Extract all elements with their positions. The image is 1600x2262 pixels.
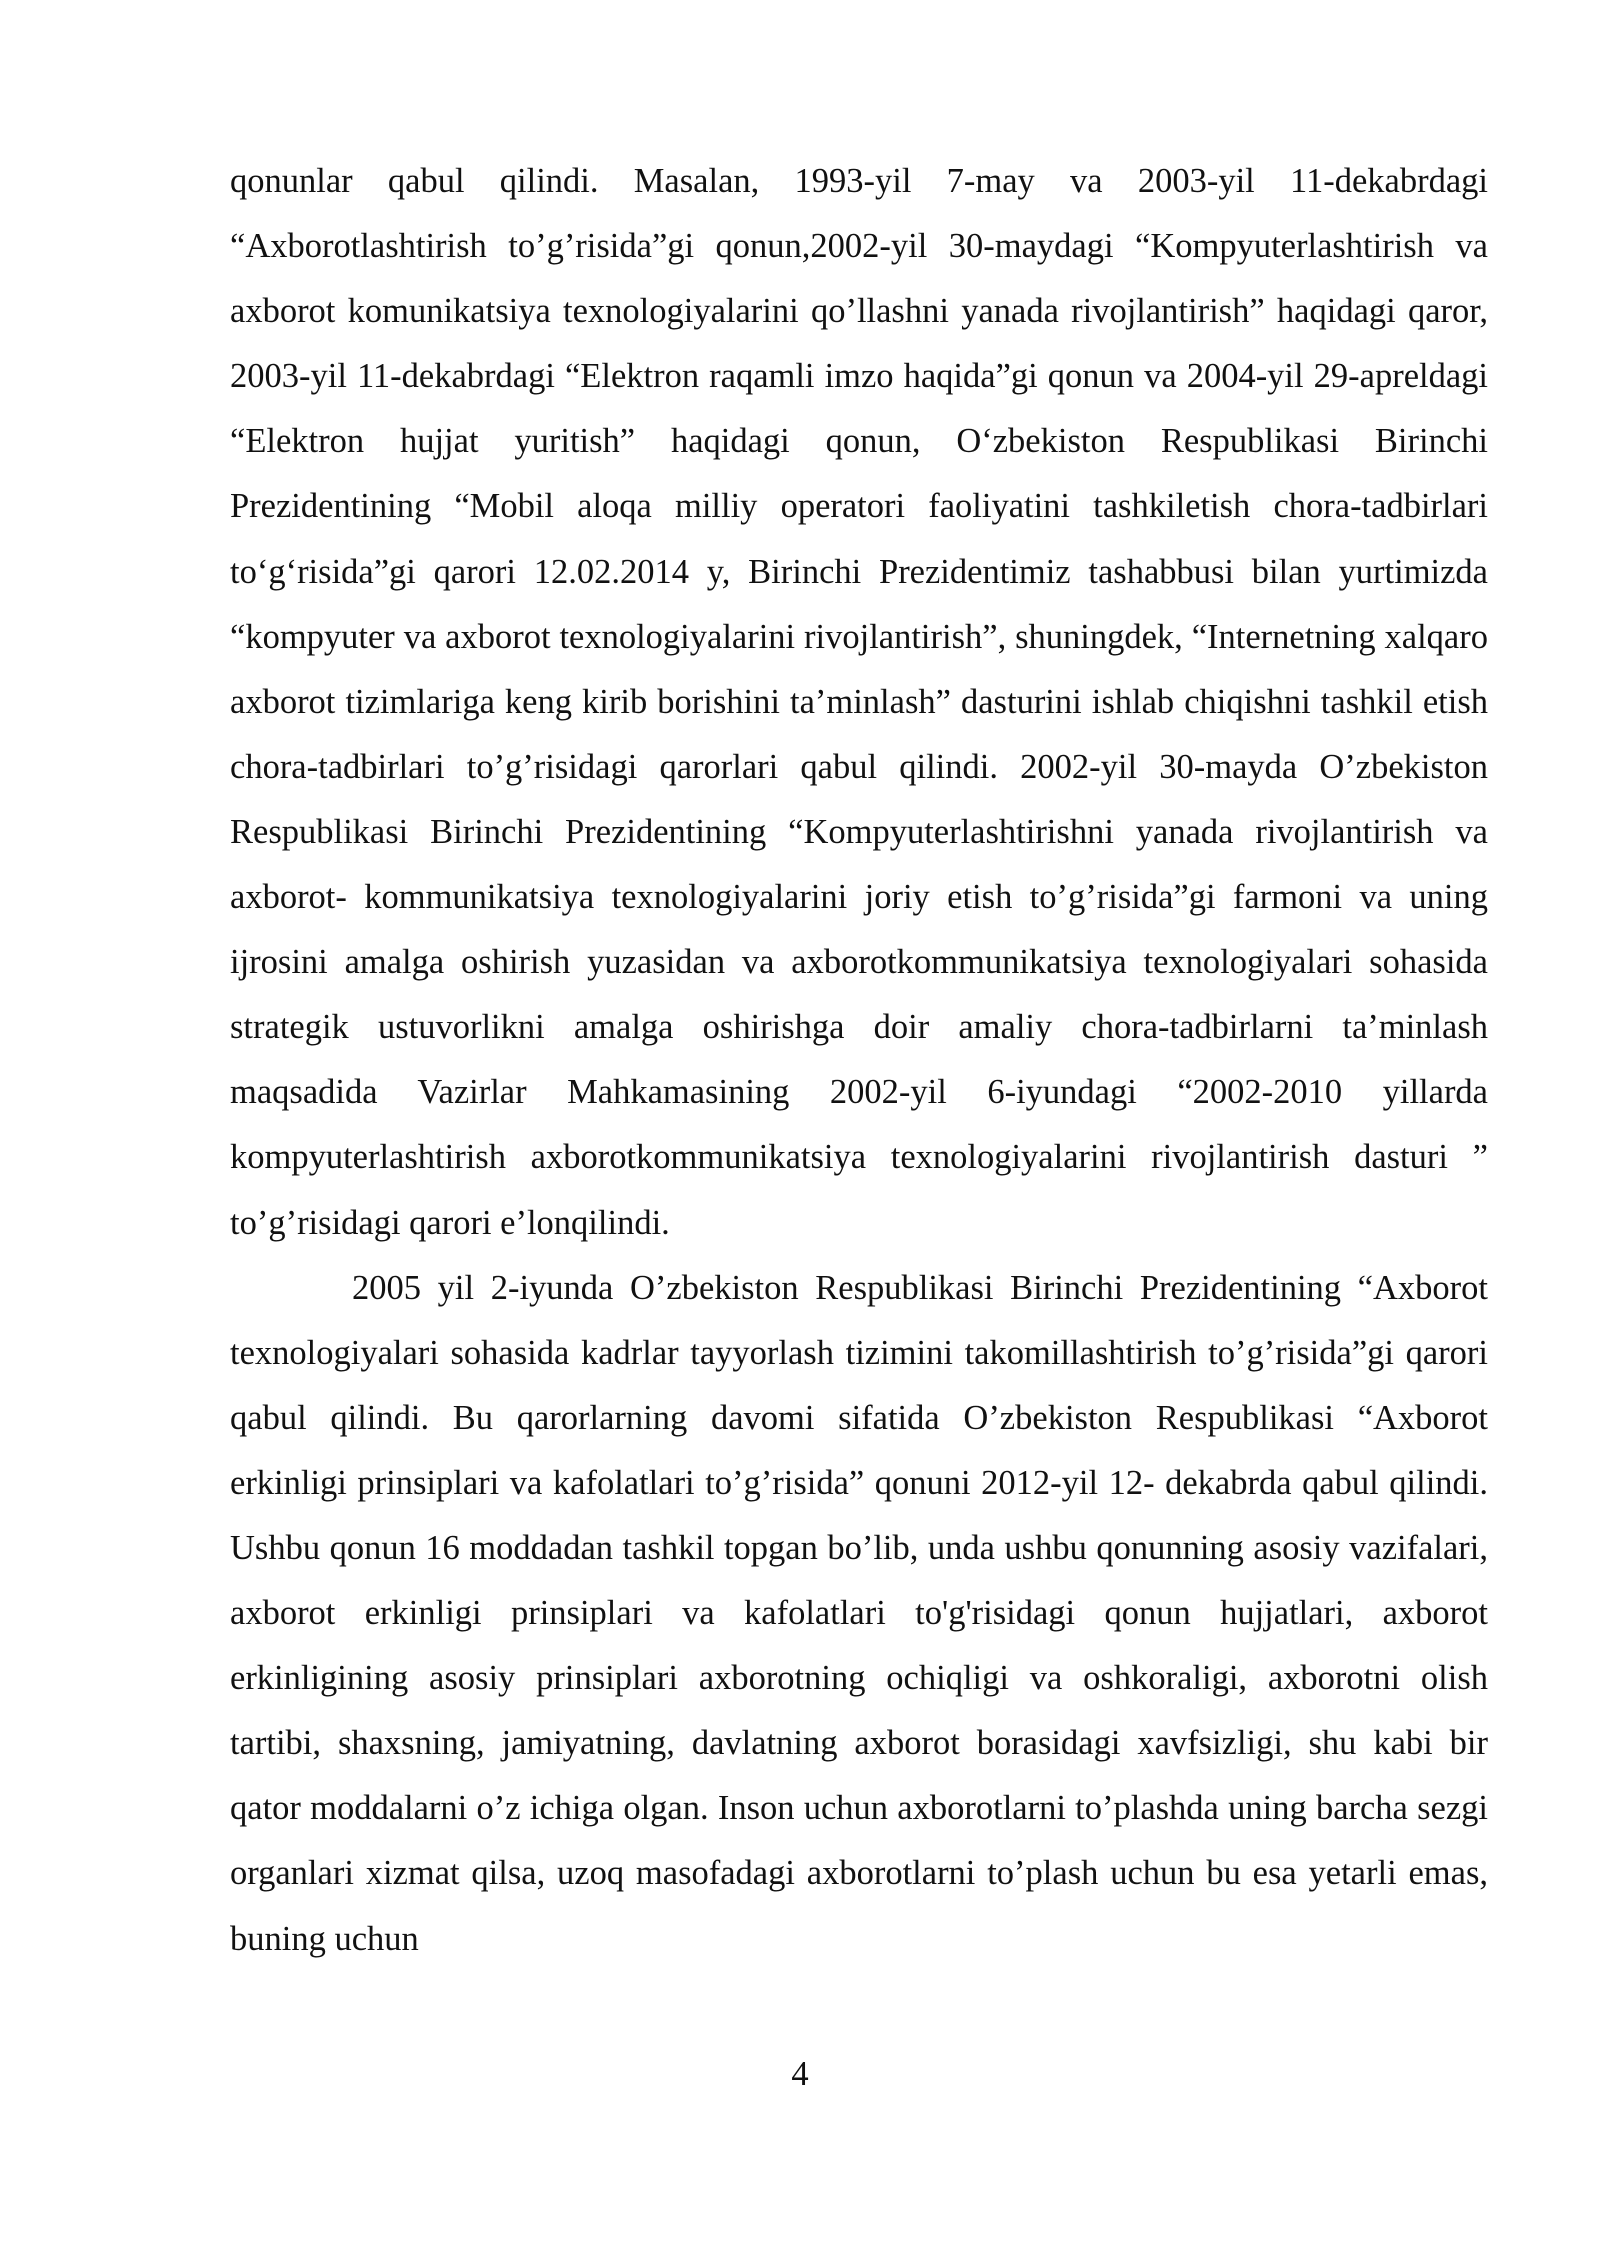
page-number: 4 bbox=[791, 2055, 809, 2093]
paragraph-2: 2005 yil 2-iyunda O’zbekiston Respublikasi Birinchi Prezidentining “Axborot texnologiyalari sohasida kadrlar tayyorlash tizimini takomillashtirish to’g’risida”gi qarori qabul qilindi. Bu qarorlarning davomi sifatida O’zbekiston Respublikasi “Axborot erkinligi prinsiplari va kafolatlari to’g’risida” qonuni 2012-yil 12- dekabrda qabul qilindi. Ushbu qonun 16 moddadan tashkil topgan bo’lib, unda ushbu qonunning asosiy vazifalari, axborot erkinligi prinsiplari va kafolatlari to'g'risidagi qonun hujjatlari, axborot erkinligining asosiy prinsiplari axborotning ochiqligi va oshkoraligi, axborotni olish tartibi, shaxsning, jamiyatning, davlatning axborot borasidagi xavfsizligi, shu kabi bir qator moddalarni o’z ichiga olgan. Inson uchun axborotlarni to’plashda uning barcha sezgi organlari xizmat qilsa, uzoq masofadagi axborotlarni to’plash uchun bu esa yetarli emas, buning uchun bbox=[230, 1268, 1488, 1958]
body-text bbox=[230, 149, 1488, 1972]
paragraph-1: qonunlar qabul qilindi. Masalan, 1993-yil 7-may va 2003-yil 11-dekabrdagi “Axborotlashtirish to’g’risida”gi qonun,2002-yil 30-maydagi “Kompyuterlashtirish va axborot komunikatsiya texnologiyalarini qo’llashni yanada rivojlantirish” haqidagi qaror, 2003-yil 11-dekabrdagi “Elektron raqamli imzo haqida”gi qonun va 2004-yil 29-apreldagi “Elektron hujjat yuritish” haqidagi qonun, O‘zbekiston Respublikasi Birinchi Prezidentining “Mobil aloqa milliy operatori faoliyatini tashkiletish chora-tadbirlari to‘g‘risida”gi qarori 12.02.2014 y, Birinchi Prezidentimiz tashabbusi bilan yurtimizda “kompyuter va axborot texnologiyalarini rivojlantirish”, shuningdek, “Internetning xalqaro axborot tizimlariga keng kirib borishini ta’minlash” dasturini ishlab chiqishni tashkil etish chora-tadbirlari to’g’risidagi qarorlari qabul qilindi. 2002-yil 30-mayda O’zbekiston Respublikasi Birinchi Prezidentining “Kompyuterlashtirishni yanada rivojlantirish va axborot- kommunikatsiya texnologiyalarini joriy etish to’g’risida”gi farmoni va uning ijrosini amalga oshirish yuzasidan va axborotkommunikatsiya texnologiyalari sohasida strategik ustuvorlikni amalga oshirishga doir amaliy chora-tadbirlarni ta’minlash maqsadida Vazirlar Mahkamasining 2002-yil 6-iyundagi “2002-2010 yillarda kompyuterlashtirish axborotkommunikatsiya texnologiyalarini rivojlantirish dasturi ” to’g’risidagi qarori e’lonqilindi. bbox=[230, 162, 1488, 1242]
